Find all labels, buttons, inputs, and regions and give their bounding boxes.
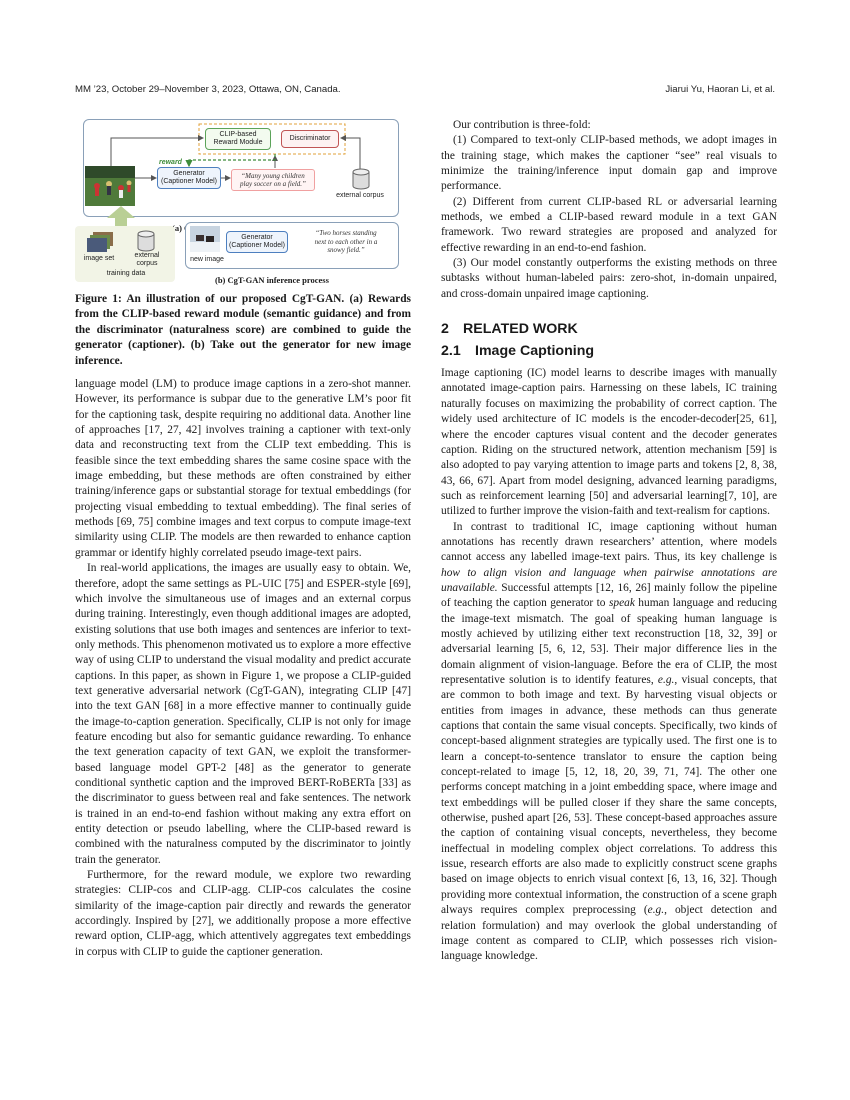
generator-label-1: Generator [173, 170, 205, 177]
contribution-2: (2) Different from current CLIP-based RL or adversarial learning methods, we embed a CLIP-based reward module in a text GAN framework. Two reward strategies are proposed and analyzed for effective rewarding in an end-to-end fashion. [441, 195, 777, 254]
generator-box [157, 167, 221, 189]
generated-caption-line-2: play soccer on a field.” [240, 180, 306, 188]
reward-module-label-2: Reward Module [213, 139, 263, 146]
external-corpus-label: external corpus [336, 192, 384, 199]
running-header-authors: Jiarui Yu, Haoran Li, et al. [665, 84, 775, 95]
external-corpus-label-2 [127, 252, 167, 268]
figure-caption: Figure 1: An illustration of our proposed CgT-GAN. (a) Rewards from the CLIP-based reward module (semantic guidance) and from the discriminator (naturalness score) are combined to guide the generator (captioner). (b) Take out the generator for new image inference. [75, 293, 411, 367]
related-work-paragraph-1: Image captioning (IC) model learns to describe images with manually annotated image-caption pairs. Harnessing on these labels, IC training naturally focuses on maximizing the probability of correct caption. The widely used architecture of IC models is the encoder-decoder[25, 61], where the encoder captures visual content and the decoder generates caption. Riding on the structured network, attention mechanism [59] is also adopted to pay varying attention to image parts and tokens [2, 8, 38, 43, 66, 67]. Apart from model designing, advanced learning paradigms, such as reinforcement learning [50] and adversarial learning[7, 10], are utilized to further improve the vision-faith and text-realism for captions. [441, 367, 777, 518]
subfigure-a-caption: (a) [172, 223, 182, 233]
para2-speak: speak [608, 597, 635, 610]
subsection-number: 2.1 [441, 343, 461, 360]
related-work-paragraph-2 [441, 520, 777, 965]
subsection-title: Image Captioning [475, 343, 595, 360]
right-column [441, 118, 777, 965]
left-column [75, 118, 411, 960]
section-heading [441, 320, 777, 338]
image-set-icon [87, 232, 113, 252]
inference-panel [185, 222, 399, 269]
reward-module-label-1: CLIP-based [219, 131, 257, 138]
external-corpus-2-line-2: corpus [136, 260, 158, 267]
external-corpus-2-line-1: external [134, 252, 160, 259]
para2-text-b: Successful attempts [12, 16, 26] mainly follow the pipeline of teaching the caption generator to [441, 581, 777, 610]
generated-caption-line-1: “Many young children [241, 171, 305, 180]
left-body-text [75, 377, 411, 960]
section-title: RELATED WORK [463, 321, 578, 338]
section-number: 2 [441, 321, 449, 338]
reward-label: reward [159, 159, 182, 166]
training-data-label: training data [106, 270, 146, 277]
new-image-label: new image [190, 256, 224, 263]
image-set-label: image set [83, 255, 115, 262]
generated-caption-box [231, 169, 315, 191]
figure-1 [75, 118, 411, 290]
para2-text-e: , object detection and relation formulation) and may overlook the global understanding of image content as compared to CLIP, which possesses rich vision-language knowledge. [441, 904, 777, 963]
para2-text-c: human language and reducing the image-text mismatch. The goal of speaking human language is mostly achieved by utilizing either text reconstruction [18, 32, 39] or adversarial learning [5, 6, 12, 53]. Their major difference lies in the domain alignment of vision-language. Before the era of CLIP, the most representative solution is to identify features, [441, 597, 777, 686]
inference-generator-label-2: (Captioner Model) [228, 242, 286, 249]
horse-photo [190, 226, 220, 252]
para2-eg-1: e.g. [657, 674, 675, 686]
inference-caption [298, 229, 394, 255]
left-paragraph-3: Furthermore, for the reward module, we explore two rewarding strategies: CLIP-cos and CLIP-agg. CLIP-cos calculates the cosine similarity of the image-caption pair directly and rewards the generator accordingly. Inspired by [27], we additionally propose a more effective reward option, CLIP-agg, which attentively aggregates text embeddings in corpus with CLIP to guide the captioner generation. [75, 869, 411, 958]
reward-module-box [205, 128, 271, 150]
inference-caption-line-1: “Two horses standing [315, 229, 377, 238]
discriminator-box: Discriminator [281, 130, 339, 148]
para2-text-a: In contrast to traditional IC, image captioning without human annotations has recently drawn researchers’ attention, where models cannot access any labelled image-text pairs. Thus, its key challenge is [441, 520, 777, 564]
inference-caption-line-2: next to each other in a [314, 237, 378, 246]
subsection-heading [441, 342, 777, 360]
left-paragraph-1: language model (LM) to produce image captions in a zero-shot manner. However, its performance is subpar due to the generative LM’s poor fit for the captioning task, despite requiring no additional data. Another line of approaches [17, 27, 42] involves training a captioner with text-only data and reconstructing text from the CLIP text embedding. This is feasible since the text embedding shares the same cosine space with the image embedding, but these methods are often constrained by either training/inference gaps or substantial storage for textual embeddings (for projecting visual embedding to textual embedding). The final series of methods [69, 75] combine images and text corpus to compute image-text similarity using CLIP. The models are then rewarded to enhance caption grammar or identify highly correlated pseudo image-text pairs. [75, 378, 411, 559]
subfigure-b-caption: (b) CgT-GAN inference process [215, 275, 329, 285]
corpus-cylinder-icon [352, 168, 370, 190]
contribution-1: (1) Compared to text-only CLIP-based methods, we adopt images in the training stage, which makes the captioner “see” real visuals to minimize the training/inference input domain gap and improve performance. [441, 134, 777, 193]
inference-generator-box [226, 231, 288, 253]
generator-label-2: (Captioner Model) [160, 178, 218, 185]
contribution-3: (3) Our model constantly outperforms the existing methods on three subtasks without human-labeled pairs: zero-shot, in-domain unpaired, and cross-domain unpaired image captioning. [441, 257, 777, 300]
contribution-intro: Our contribution is three-fold: [453, 119, 591, 131]
para2-eg-2: e.g. [647, 904, 665, 917]
inference-caption-line-3: snowy field.” [327, 246, 365, 255]
soccer-photo [85, 166, 135, 206]
para2-key-challenge: how to align vision and language when pairwise annotations are unavailable. [441, 566, 777, 594]
para2-text-d: , visual concepts, that are common to both image and text. By harvesting visual objects or entities from images in advance, these methods can thus generate captions that contain the same visual concepts. Specifically, two kinds of concept-based alignment strategies are typically used. The first one is to learn a concept-to-sentence translator to ensure the caption being concept-related to image [5, 12, 18, 20, 39, 71, 74]. The other one performs concept matching in a joint embedding space, where image and text embeddings will be pulled closer if they share the same concepts, otherwise, pushed apart [26, 53]. These concept-based approaches assure the caption of containing visual concepts, nevertheless, they become ineffectual in modeling complex object correlations. To address this issue, research efforts are also made to explicitly construct scene graphs based on image objects to enrich visual context [6, 13, 16, 32]. Though providing more contextual information, the construction of a scene graph always requires complex preprocessing ( [441, 674, 777, 917]
corpus-cylinder-icon-2 [137, 230, 155, 252]
running-header-venue: MM ’23, October 29–November 3, 2023, Ottawa, ON, Canada. [75, 84, 341, 95]
up-arrow [107, 206, 135, 226]
inference-generator-label-1: Generator [241, 234, 273, 241]
left-paragraph-2: In real-world applications, the images are usually easy to obtain. We, therefore, adopt the same settings as PL-UIC [75] and ESPER-style [69], which involve the simultaneous use of images and an external corpus during training. Interestingly, even though additional images are adopted, existing solutions that use both images and sentences are inferior to text-only methods. This phenomenon motivated us to explore a more effective way of using CLIP to understand the visual modality and predict accurate captions. In this paper, as shown in Figure 1, we propose a CLIP-guided text generative adversarial network (CgT-GAN), integrating CLIP [47] into the text GAN [68] in a more effective manner to continually guide the image-to-caption generation. Specifically, CLIP is not only for image feature encoding but also for semantic guidance rewarding. To enhance the text generation capacity of text GAN, we exploit the transformer-based language model GPT-2 [48] as the generator to generate conditional synthetic caption and the improved BERT-RoBERTa [33] as the discriminator to guess between real and fake sentences. The network is trained in an end-to-end fashion without making any extra effort on entity detection or pseudo labelling, where the CLIP-based reward is combined with the naturalness computed by the discriminator to jointly train the generator. [75, 562, 411, 866]
